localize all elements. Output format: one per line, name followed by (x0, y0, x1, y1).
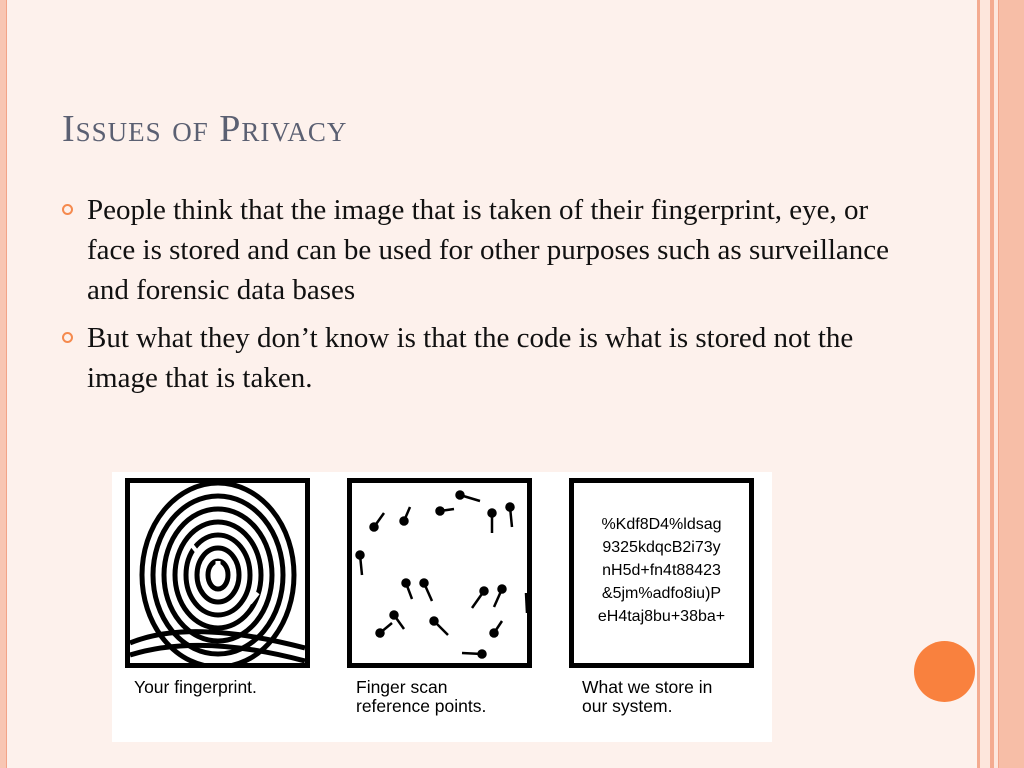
reference-points-panel (347, 478, 532, 668)
stored-code-text (574, 483, 749, 628)
fingerprint-image (130, 483, 305, 663)
bullet-circle-icon (62, 332, 73, 343)
code-line: %Kdf8D4%ldsag (601, 516, 722, 533)
stored-code-caption: What we store in our system. (582, 677, 713, 716)
decorative-orange-circle (914, 641, 975, 702)
right-border-stripe (998, 0, 1024, 768)
minutiae-points-image (352, 483, 527, 663)
bullet-circle-icon (62, 204, 73, 215)
bullet-item (62, 190, 892, 310)
code-line: 9325kdqcB2i73y (602, 539, 721, 556)
code-line: &5jm%adfo8iu)P (601, 585, 722, 602)
biometric-figure (112, 472, 772, 742)
bullet-text: But what they don’t know is that the code is what is stored not the image that is taken. (87, 322, 854, 394)
bullet-item (62, 318, 892, 398)
code-line: eH4taj8bu+38ba+ (597, 608, 726, 625)
slide-title: Issues of Privacy (62, 108, 348, 150)
fingerprint-caption: Your fingerprint. (134, 677, 257, 697)
bullet-text: People think that the image that is taken of their fingerprint, eye, or face is stored and can be used for other purposes such as surveillance and forensic data bases (87, 194, 890, 306)
stored-code-panel (569, 478, 754, 668)
right-border-stripe (980, 0, 990, 768)
bullet-list (62, 190, 892, 406)
left-border-stripe (0, 0, 7, 768)
reference-points-caption: Finger scan reference points. (356, 677, 487, 716)
fingerprint-panel (125, 478, 310, 668)
code-line: nH5d+fn4t88423 (602, 562, 721, 579)
